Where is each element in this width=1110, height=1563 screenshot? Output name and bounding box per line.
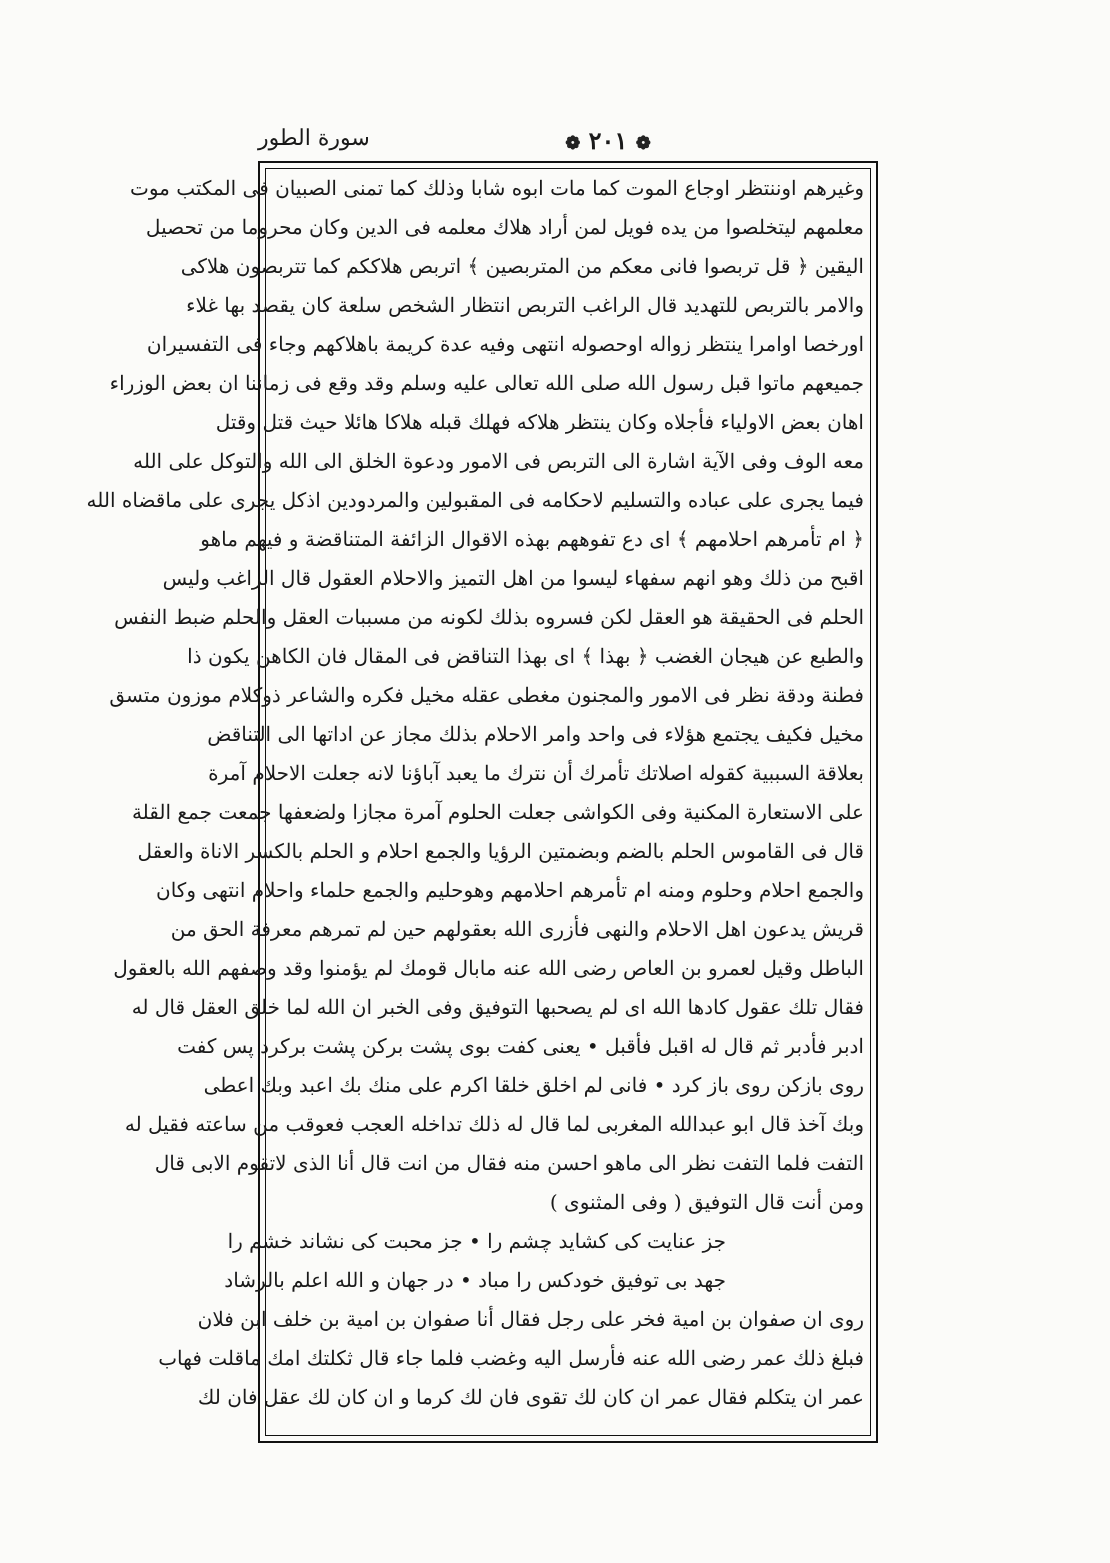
text-frame [86, 161, 878, 1443]
text-line: وغيرهم اوننتظر اوجاع الموت كما مات ابوه شابا وذلك كما تمنى الصبيان فى المكتب موت [130, 176, 864, 200]
body-text [86, 169, 864, 1417]
text-line: قال فى القاموس الحلم بالضم وبضمتين الرؤيا والجمع احلام و الحلم بالكسر الاناة والعقل [137, 839, 864, 863]
text-line: على الاستعارة المكنية وفى الكواشى جعلت الحلوم آمرة مجازا ولضعفها جمعت جمع القلة [131, 800, 864, 824]
text-line: ادبر فأدبر ثم قال له اقبل فأقبل • يعنى كفت بوى پشت بركن پشت بركرد پس كفت [177, 1034, 864, 1058]
text-line: فقال تلك عقول كادها الله اى لم يصحبها التوفيق وفى الخبر ان الله لما خلق العقل قال له [131, 995, 864, 1019]
text-line: بعلاقة السببية كقوله اصلاتك تأمرك أن نترك ما يعبد آباؤنا لانه جعلت الاحلام آمرة [208, 761, 864, 785]
text-line: قريش يدعون اهل الاحلام والنهى فأزرى الله بعقولهم حين لم تمرهم معرفة الحق من [170, 917, 864, 941]
text-line: اقبح من ذلك وهو انهم سفهاء ليسوا من اهل التميز والاحلام العقول قال الراغب وليس [162, 566, 864, 590]
text-line: فطنة ودقة نظر فى الامور والمجنون مغطى عقله مخيل فكره والشاعر ذوكلام موزون متسق [109, 683, 864, 707]
text-line: وبك آخذ قال ابو عبدالله المغربى لما قال له ذلك تداخله العجب فعوقب من ساعته فقيل له [124, 1112, 864, 1136]
verse-line: جز عنايت كى كشايد چشم را • جز محبت كى نشاند خشم را [227, 1229, 726, 1253]
verse-line: جهد بى توفيق خودكس را مباد • در جهان و الله اعلم بالرشاد [224, 1268, 726, 1292]
ornament-left-icon: ❁ [635, 133, 651, 154]
text-line: معه الوف وفى الآية اشارة الى التربص فى الامور ودعوة الخلق الى الله والتوكل على الله [133, 449, 864, 473]
text-line: والامر بالتربص للتهديد قال الراغب التربص انتظار الشخص سلعة كان يقصد بها غلاء [186, 293, 864, 317]
page-number: ٢٠١ [588, 126, 628, 155]
text-line: فبلغ ذلك عمر رضى الله عنه فأرسل اليه وغضب فلما جاء قال ثكلتك امك ماقلت فهاب [158, 1346, 864, 1370]
text-line: اهان بعض الاولياء فأجلاه وكان ينتظر هلاكه فهلك قبله هلاكا هائلا حيث قتل وقتل [215, 410, 864, 434]
page-header [258, 126, 878, 158]
text-line: عمر ان يتكلم فقال عمر ان كان لك تقوى فان لك كرما و ان كان لك عقل فان لك [197, 1385, 864, 1409]
text-line: التفت فلما التفت نظر الى ماهو احسن منه فقال من انت قال أنا الذى لاتقوم الابى قال [154, 1151, 864, 1175]
text-line: والجمع احلام وحلوم ومنه ام تأمرهم احلامهم وهوحليم والجمع حلماء واحلام انتهى وكان [156, 878, 864, 902]
text-line: روى بازكن روى باز كرد • فانى لم اخلق خلقا اكرم على منك بك اعبد وبك اعطى [203, 1073, 864, 1097]
text-line: الباطل وقيل لعمرو بن العاص رضى الله عنه مابال قومك لم يؤمنوا وقد وصفهم الله بالعقول [113, 956, 864, 980]
text-line: فيما يجرى على عباده والتسليم لاحكامه فى المقبولين والمردودين اذكل يجرى على ماقضاه الله [86, 488, 864, 512]
page-number-group [538, 126, 678, 155]
surah-title: سورة الطور [258, 126, 370, 151]
text-line: اورخصا اوامرا ينتظر زواله اوحصوله انتهى وفيه عدة كريمة باهلاكهم وجاء فى التفسيران [146, 332, 864, 356]
text-line: الحلم فى الحقيقة هو العقل لكن فسروه بذلك لكونه من مسببات العقل والحلم ضبط النفس [114, 605, 864, 629]
text-line: ﴿ ام تأمرهم احلامهم ﴾ اى دع تفوههم بهذه الاقوال الزائفة المتناقضة و فيهم ماهو [200, 527, 864, 551]
text-line: جميعهم ماتوا قبل رسول الله صلى الله تعالى عليه وسلم وقد وقع فى زماننا ان بعض الوزراء [109, 371, 864, 395]
text-line: والطبع عن هيجان الغضب ﴿ بهذا ﴾ اى بهذا التناقض فى المقال فان الكاهن يكون ذا [187, 644, 864, 668]
text-line: اليقين ﴿ قل تربصوا فانى معكم من المتربصين ﴾ اتربص هلاككم كما تتربصون هلاكى [180, 254, 864, 278]
text-line: ومن أنت قال التوفيق ( وفى المثنوى ) [549, 1190, 864, 1214]
text-line: روى ان صفوان بن امية فخر على رجل فقال أنا صفوان بن امية بن خلف ابن فلان [197, 1307, 864, 1331]
text-line: معلمهم ليتخلصوا من يده فويل لمن أراد هلاك معلمه فى الدين وكان محروما من تحصيل [145, 215, 864, 239]
ornament-right-icon: ❁ [565, 133, 581, 154]
text-line: مخيل فكيف يجتمع هؤلاء فى واحد وامر الاحلام بذلك مجاز عن اداتها الى التناقض [207, 722, 864, 746]
